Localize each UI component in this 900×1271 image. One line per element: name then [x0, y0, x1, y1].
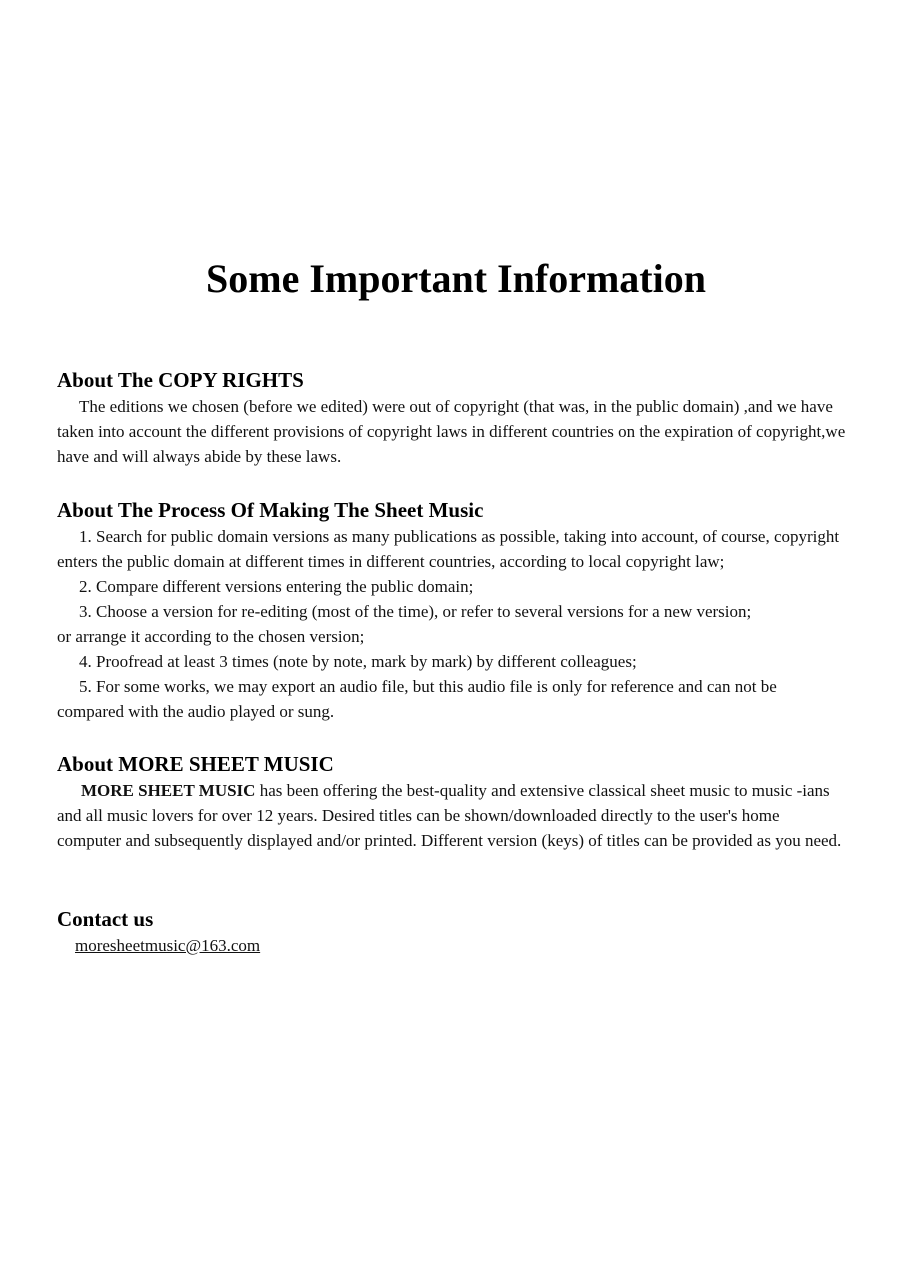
- process-step-2: 2. Compare different versions entering the public domain;: [79, 577, 474, 596]
- section-copyright: [57, 366, 847, 469]
- process-step-3-continued: or arrange it according to the chosen version;: [57, 627, 365, 646]
- section-heading-contact: Contact us: [57, 907, 154, 931]
- process-step-3: 3. Choose a version for re-editing (most of the time), or refer to several versions for a new version;: [79, 602, 752, 621]
- section-heading-process: About The Process Of Making The Sheet Music: [57, 498, 484, 522]
- copyright-paragraph: The editions we chosen (before we edited) were out of copyright (that was, in the public domain) ,and we have taken into account the different provisions of copyright laws in different countries on the expiration of copyright,we have and will always abide by these laws.: [57, 397, 846, 466]
- brand-name: MORE SHEET MUSIC: [81, 781, 256, 800]
- section-heading-about: About MORE SHEET MUSIC: [57, 752, 334, 776]
- contact-email-link[interactable]: moresheetmusic@163.com: [75, 936, 261, 955]
- about-paragraph: [57, 778, 847, 853]
- section-contact: [57, 905, 847, 958]
- process-step-1: 1. Search for public domain versions as many publications as possible, taking into account, of course, copyright enters the public domain at different times in different countries, according to local copyright law;: [57, 527, 840, 571]
- about-text: has been offering the best-quality and extensive classical sheet music to music -ians and all music lovers for over 12 years. Desired titles can be shown/downloaded directly to the user's home computer and subsequently displayed and/or printed. Different version (keys) of titles can be provided as you need.: [57, 781, 842, 850]
- page-title: Some Important Information: [206, 256, 706, 301]
- section-about: [57, 750, 847, 853]
- section-heading-copyright: About The COPY RIGHTS: [57, 368, 304, 392]
- process-step-4: 4. Proofread at least 3 times (note by note, mark by mark) by different colleagues;: [79, 652, 637, 671]
- process-step-5: 5. For some works, we may export an audio file, but this audio file is only for reference and can not be compared with the audio played or sung.: [57, 677, 777, 721]
- section-process: [57, 496, 847, 724]
